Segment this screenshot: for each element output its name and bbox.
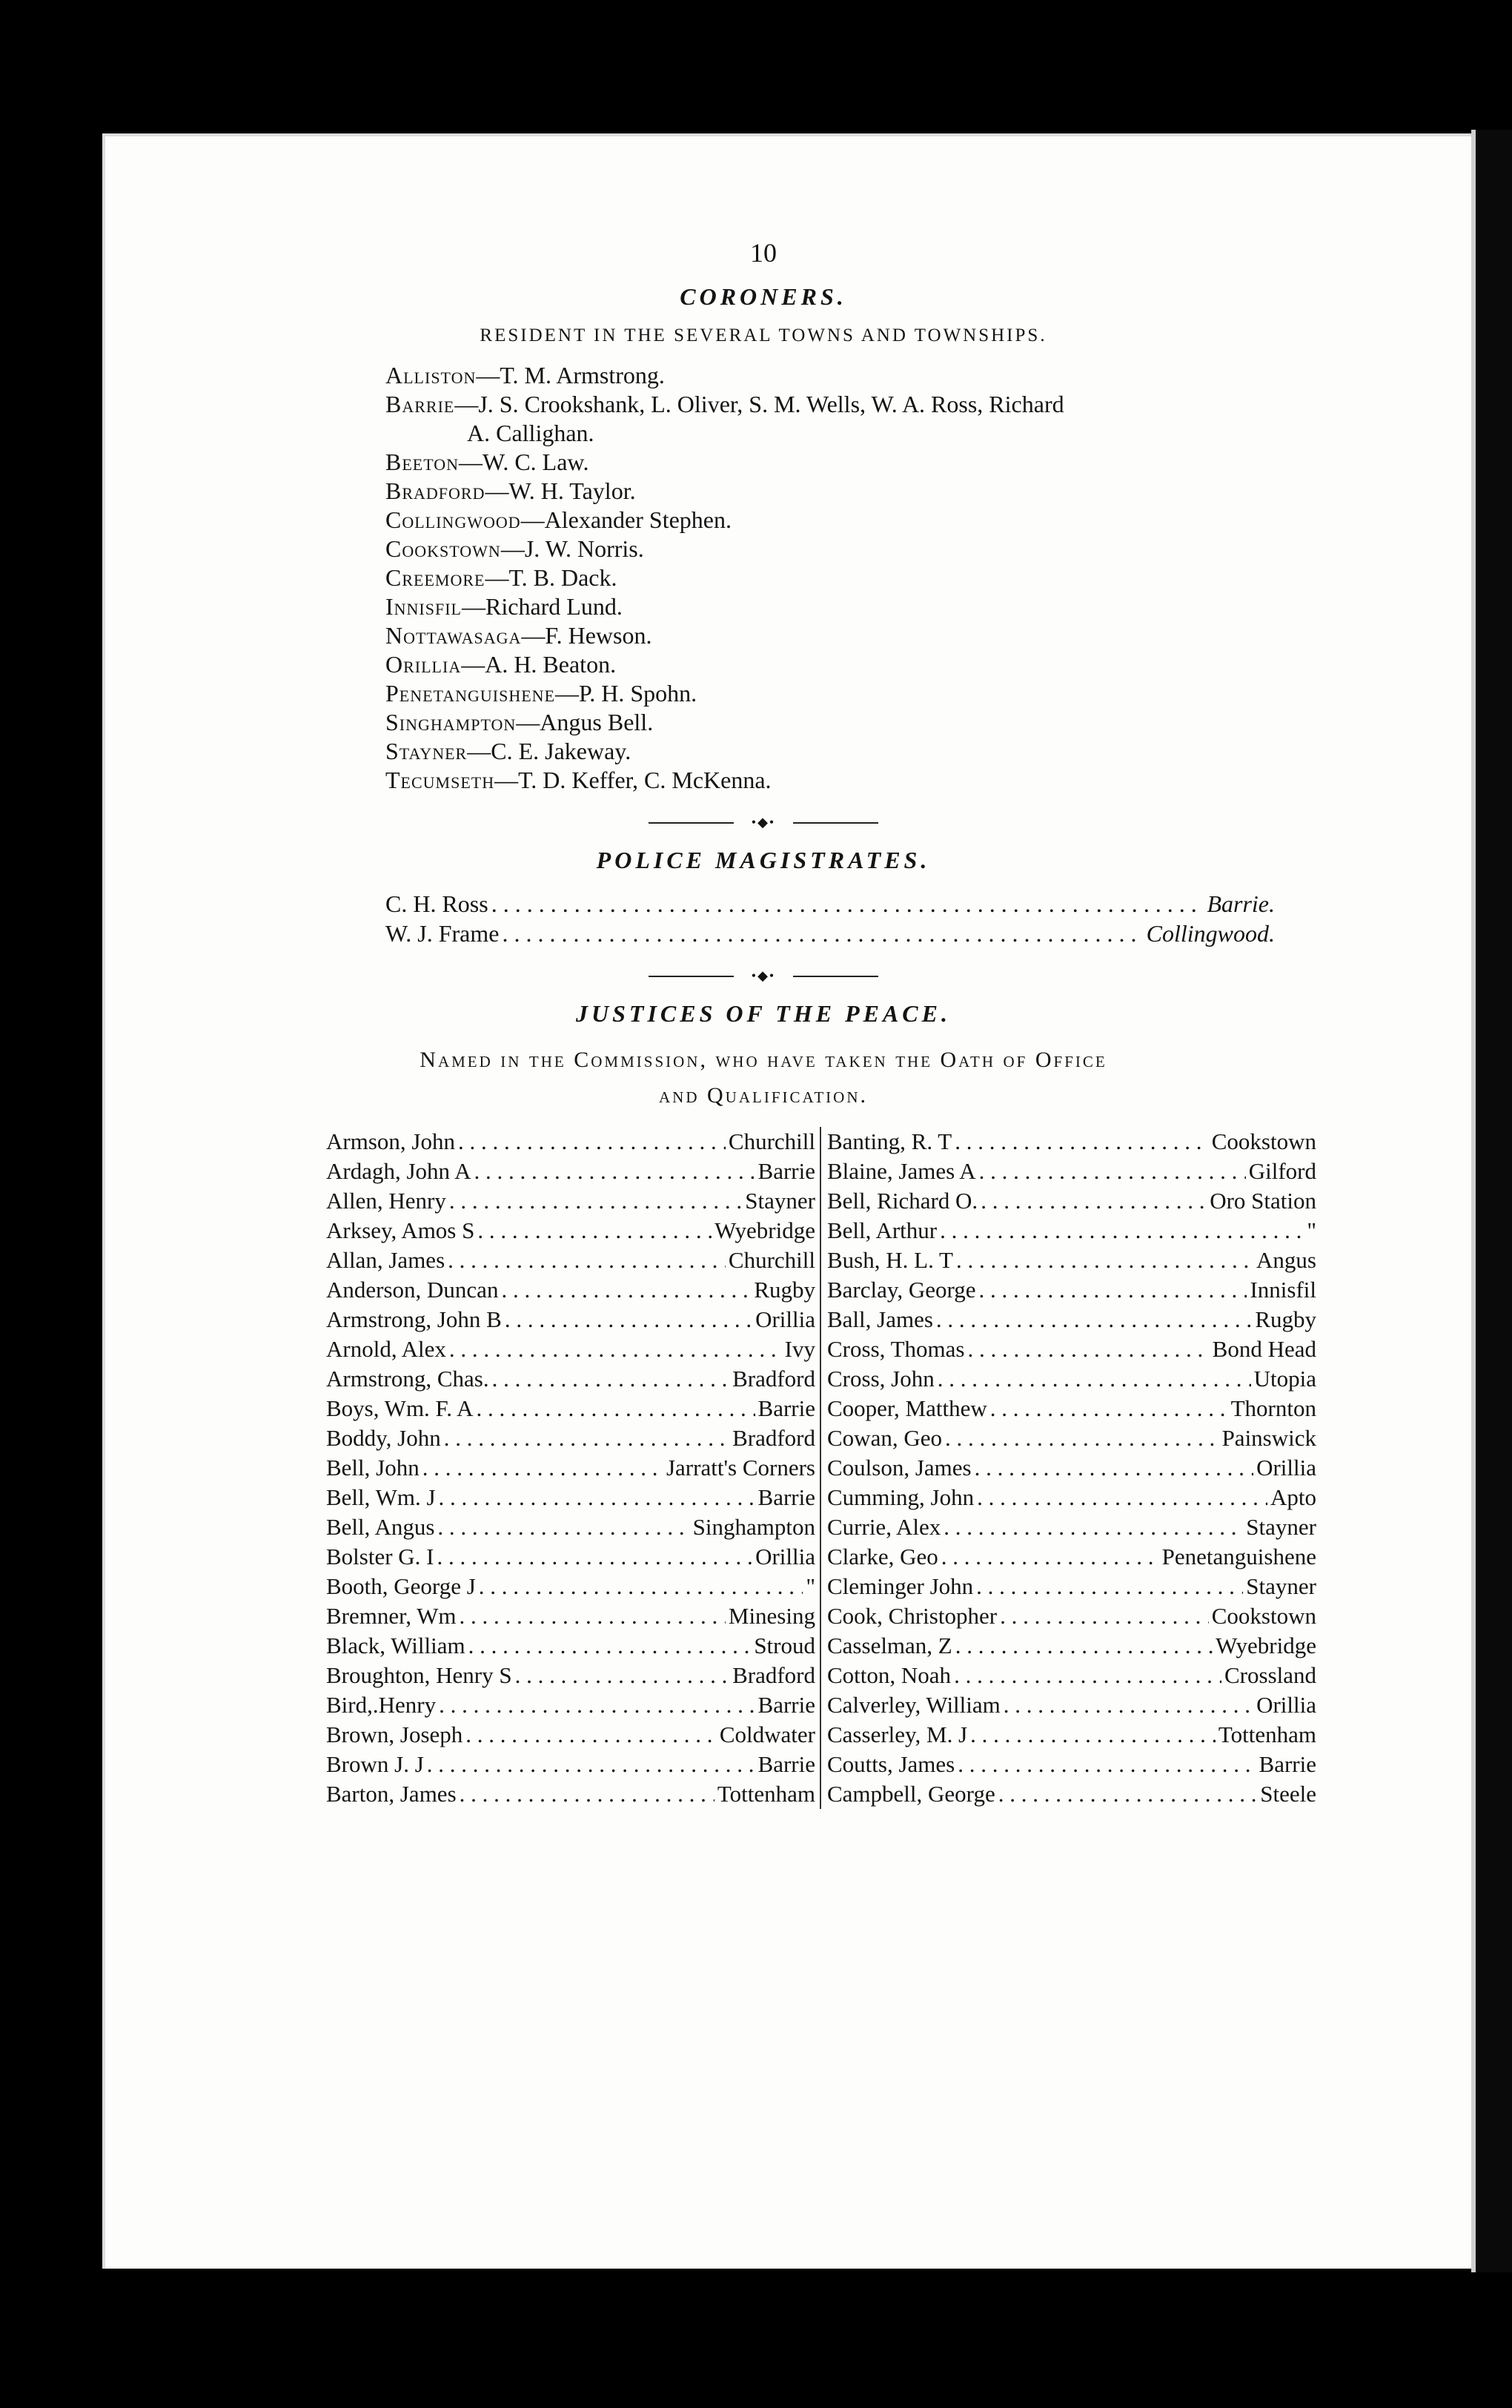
justice-place: Stayner — [1246, 1514, 1316, 1540]
justice-place: Orillia — [755, 1306, 815, 1332]
justice-name: Boddy, John — [326, 1425, 441, 1451]
justice-place: Orillia — [1256, 1692, 1316, 1718]
justice-place: Wyebridge — [714, 1217, 815, 1243]
dot-leader — [515, 1661, 730, 1690]
coroner-place: Beeton — [385, 449, 460, 475]
dot-leader — [944, 1512, 1243, 1542]
justice-name: Booth, George J — [326, 1573, 476, 1599]
justice-entry — [326, 1631, 815, 1661]
justice-name: Campbell, George — [827, 1781, 995, 1807]
justice-name: Arksey, Amos S — [326, 1217, 475, 1243]
justice-entry — [326, 1720, 815, 1750]
dot-leader — [945, 1423, 1219, 1453]
dot-leader — [427, 1750, 755, 1779]
magistrate-town: Barrie. — [1207, 890, 1275, 917]
dot-leader — [449, 1334, 782, 1364]
dot-leader — [474, 1157, 755, 1186]
justice-name: Brown J. J — [326, 1751, 424, 1777]
dot-leader — [975, 1453, 1253, 1483]
justice-entry — [326, 1127, 815, 1157]
coroner-names: —F. Hewson. — [521, 622, 652, 649]
justice-place: Penetanguishene — [1161, 1544, 1316, 1570]
justice-place: Utopia — [1253, 1366, 1316, 1392]
commission-line: Named in the Commission, who have taken the Oath of Office — [420, 1048, 1107, 1072]
coroner-place: Orillia — [385, 651, 462, 678]
justice-place: Innisfil — [1250, 1277, 1316, 1303]
justice-entry — [827, 1246, 1316, 1275]
justice-place: Orillia — [755, 1544, 815, 1570]
dot-leader — [936, 1305, 1252, 1334]
dot-leader — [979, 1275, 1247, 1305]
justice-entry — [827, 1305, 1316, 1334]
justice-name: Brown, Joseph — [326, 1721, 463, 1747]
coroner-names: —P. H. Spohn. — [555, 680, 697, 707]
dot-leader — [505, 1305, 752, 1334]
coroner-names: —Richard Lund. — [462, 593, 623, 620]
justice-entry — [326, 1186, 815, 1216]
justice-place: Rugby — [754, 1277, 815, 1303]
justice-entry — [326, 1305, 815, 1334]
justice-place: Minesing — [728, 1603, 815, 1629]
justice-name: Clarke, Geo — [827, 1544, 938, 1570]
justice-place: Rugby — [1255, 1306, 1316, 1332]
justice-entry — [326, 1690, 815, 1720]
coroners-heading: CORONERS. — [680, 283, 847, 310]
dot-leader — [468, 1631, 752, 1661]
magistrate-name: W. J. Frame — [385, 920, 500, 947]
justice-place: Jarratt's Corners — [666, 1455, 815, 1481]
justice-entry — [326, 1394, 815, 1423]
dot-leader — [439, 1483, 755, 1512]
dot-leader — [979, 1157, 1246, 1186]
coroner-names: —Angus Bell. — [516, 709, 654, 735]
justices-right-column — [821, 1127, 1316, 1809]
dot-leader — [954, 1661, 1221, 1690]
coroner-names-continued: A. Callighan. — [467, 420, 594, 446]
justice-place: Bradford — [732, 1425, 815, 1451]
divider-ornament: •◆• — [734, 811, 793, 833]
coroner-place: Alliston — [385, 362, 477, 388]
justice-entry — [326, 1750, 815, 1779]
justice-name: Bolster G. I — [326, 1544, 434, 1570]
coroners-subheading: RESIDENT IN THE SEVERAL TOWNS AND TOWNSHIPS. — [480, 325, 1047, 345]
justice-name: Casserley, M. J — [827, 1721, 968, 1747]
dot-leader — [940, 1216, 1304, 1246]
coroner-place: Tecumseth — [385, 767, 495, 793]
coroner-entry — [385, 621, 1304, 650]
justice-place: Bradford — [732, 1662, 815, 1688]
page-edge — [1471, 130, 1512, 2272]
dot-leader — [981, 1186, 1207, 1216]
dot-leader — [465, 1720, 717, 1750]
justice-name: Bell, Angus — [326, 1514, 435, 1540]
justice-name: Cumming, John — [827, 1484, 975, 1510]
justices-heading: JUSTICES OF THE PEACE. — [576, 1000, 951, 1027]
dot-leader — [491, 889, 1204, 919]
dot-leader — [492, 1364, 730, 1394]
justice-name: Ball, James — [827, 1306, 933, 1332]
justice-entry — [827, 1601, 1316, 1631]
justice-name: Bremner, Wm — [326, 1603, 457, 1629]
justice-place: Churchill — [728, 1247, 815, 1273]
dot-leader — [437, 1512, 689, 1542]
dot-leader — [437, 1542, 753, 1572]
magistrate-entry — [385, 919, 1275, 948]
justice-name: Currie, Alex — [827, 1514, 941, 1540]
coroner-place: Innisfil — [385, 593, 462, 620]
justice-entry — [827, 1157, 1316, 1186]
justice-entry — [827, 1423, 1316, 1453]
dot-leader — [502, 919, 1143, 948]
coroner-place: Barrie — [385, 391, 455, 417]
dot-leader — [977, 1483, 1267, 1512]
dot-leader — [990, 1394, 1228, 1423]
justice-entry — [827, 1750, 1316, 1779]
coroner-entry — [385, 708, 1304, 737]
justice-place: " — [1307, 1217, 1316, 1243]
justice-place: Oro Station — [1210, 1188, 1316, 1214]
dot-leader — [955, 1631, 1213, 1661]
coroner-entry — [385, 650, 1304, 679]
justice-name: Cowan, Geo — [827, 1425, 942, 1451]
justice-entry — [326, 1453, 815, 1483]
dot-leader — [956, 1246, 1253, 1275]
justice-name: Armstrong, Chas. — [326, 1366, 489, 1392]
justice-entry — [827, 1542, 1316, 1572]
coroner-entry — [385, 390, 1304, 419]
coroner-entry — [385, 535, 1304, 563]
justice-place: Angus — [1256, 1247, 1316, 1273]
coroner-names: —A. H. Beaton. — [461, 651, 617, 678]
section-divider — [649, 811, 878, 833]
dot-leader — [460, 1601, 726, 1631]
coroner-names: —W. C. Law. — [459, 449, 589, 475]
justice-place: Stayner — [745, 1188, 815, 1214]
magistrate-name: C. H. Ross — [385, 890, 488, 917]
justice-name: Boys, Wm. F. A — [326, 1395, 474, 1421]
dot-leader — [501, 1275, 751, 1305]
justice-entry — [326, 1334, 815, 1364]
justice-entry — [827, 1216, 1316, 1246]
justice-entry — [326, 1246, 815, 1275]
page-content — [222, 237, 1316, 1809]
justice-name: Blaine, James A — [827, 1158, 976, 1184]
justice-place: Orillia — [1256, 1455, 1316, 1481]
justice-place: Barrie — [757, 1395, 815, 1421]
justice-place: Cookstown — [1211, 1128, 1316, 1154]
justice-place: " — [806, 1573, 815, 1599]
coroner-place: Penetanguishene — [385, 680, 556, 707]
coroner-place: Singhampton — [385, 709, 517, 735]
coroner-place: Collingwood — [385, 506, 521, 533]
justice-place: Stayner — [1246, 1573, 1316, 1599]
dot-leader — [444, 1423, 729, 1453]
justice-place: Apto — [1270, 1484, 1316, 1510]
justice-name: Banting, R. T — [827, 1128, 952, 1154]
coroner-place: Creemore — [385, 564, 485, 591]
dot-leader — [460, 1779, 714, 1809]
justice-entry — [827, 1690, 1316, 1720]
coroner-names: —T. B. Dack. — [485, 564, 617, 591]
justice-entry — [827, 1512, 1316, 1542]
justice-name: Bell, John — [326, 1455, 420, 1481]
coroner-names: —J. S. Crookshank, L. Oliver, S. M. Wells, W. A. Ross, Richard — [454, 391, 1064, 417]
dot-leader — [941, 1542, 1159, 1572]
justice-entry — [326, 1216, 815, 1246]
coroner-entry — [385, 737, 1304, 766]
justice-place: Painswick — [1221, 1425, 1316, 1451]
justice-place: Singhampton — [692, 1514, 815, 1540]
justice-place: Crossland — [1224, 1662, 1316, 1688]
justice-entry — [326, 1601, 815, 1631]
coroner-place: Bradford — [385, 477, 485, 504]
justice-entry — [326, 1542, 815, 1572]
justice-name: Casselman, Z — [827, 1633, 952, 1658]
justice-place: Barrie — [757, 1484, 815, 1510]
coroner-names: —J. W. Norris. — [500, 535, 644, 562]
justice-name: Calverley, William — [827, 1692, 1001, 1718]
coroner-names: —Alexander Stephen. — [520, 506, 732, 533]
dot-leader — [967, 1334, 1209, 1364]
justices-left-column — [326, 1127, 821, 1809]
justice-name: Bush, H. L. T — [827, 1247, 953, 1273]
justice-entry — [827, 1572, 1316, 1601]
dot-leader — [458, 1127, 726, 1157]
coroner-place: Stayner — [385, 738, 468, 764]
justice-name: Bird,.Henry — [326, 1692, 437, 1718]
justice-entry — [827, 1661, 1316, 1690]
justice-place: Ivy — [784, 1336, 815, 1362]
coroner-entry — [385, 592, 1304, 621]
coroner-entry — [385, 448, 1304, 477]
coroner-place: Cookstown — [385, 535, 501, 562]
dot-leader — [955, 1127, 1209, 1157]
justice-entry — [326, 1572, 815, 1601]
justice-place: Stroud — [754, 1633, 815, 1658]
dot-leader — [477, 1394, 755, 1423]
coroner-names: —T. M. Armstrong. — [476, 362, 665, 388]
justice-name: Black, William — [326, 1633, 465, 1658]
coroner-names: —C. E. Jakeway. — [467, 738, 631, 764]
justice-entry — [326, 1512, 815, 1542]
justice-place: Bradford — [732, 1366, 815, 1392]
justice-place: Bond Head — [1212, 1336, 1316, 1362]
coroner-place: Nottawasaga — [385, 622, 522, 649]
justice-place: Tottenham — [1218, 1721, 1316, 1747]
dot-leader — [1004, 1690, 1253, 1720]
justice-name: Armson, John — [326, 1128, 455, 1154]
magistrate-list — [385, 889, 1275, 948]
justice-name: Ardagh, John A — [326, 1158, 471, 1184]
coroner-entry — [385, 563, 1304, 592]
justice-name: Allen, Henry — [326, 1188, 446, 1214]
magistrate-town: Collingwood. — [1146, 920, 1275, 947]
justice-entry — [326, 1157, 815, 1186]
justice-entry — [827, 1779, 1316, 1809]
magistrate-entry — [385, 889, 1275, 919]
dot-leader — [1000, 1601, 1209, 1631]
justice-entry — [827, 1631, 1316, 1661]
justice-place: Thornton — [1230, 1395, 1316, 1421]
justice-name: Cotton, Noah — [827, 1662, 952, 1688]
coroner-entry — [385, 477, 1304, 506]
justice-entry — [827, 1720, 1316, 1750]
coroner-entry — [385, 361, 1304, 390]
dot-leader — [477, 1216, 712, 1246]
justice-name: Bell, Wm. J — [326, 1484, 436, 1510]
justice-name: Allan, James — [326, 1247, 445, 1273]
justice-entry — [326, 1364, 815, 1394]
justice-name: Cooper, Matthew — [827, 1395, 987, 1421]
coroner-names: —W. H. Taylor. — [485, 477, 636, 504]
justice-name: Anderson, Duncan — [326, 1277, 499, 1303]
justice-entry — [326, 1779, 815, 1809]
justice-entry — [827, 1394, 1316, 1423]
justice-entry — [827, 1334, 1316, 1364]
justice-entry — [827, 1483, 1316, 1512]
dot-leader — [938, 1364, 1251, 1394]
justice-name: Coutts, James — [827, 1751, 955, 1777]
dot-leader — [958, 1750, 1256, 1779]
coroner-entry — [385, 679, 1304, 708]
justice-entry — [827, 1453, 1316, 1483]
justice-place: Wyebridge — [1216, 1633, 1316, 1658]
justice-name: Coulson, James — [827, 1455, 972, 1481]
justice-place: Cookstown — [1211, 1603, 1316, 1629]
dot-leader — [970, 1720, 1216, 1750]
dot-leader — [422, 1453, 663, 1483]
justice-name: Barton, James — [326, 1781, 457, 1807]
justice-name: Cross, Thomas — [827, 1336, 965, 1362]
justice-place: Barrie — [1259, 1751, 1316, 1777]
section-divider — [649, 965, 878, 987]
dot-leader — [479, 1572, 803, 1601]
justice-name: Arnold, Alex — [326, 1336, 446, 1362]
divider-ornament: •◆• — [734, 965, 793, 987]
coroner-names: —T. D. Keffer, C. McKenna. — [494, 767, 772, 793]
justice-entry — [326, 1661, 815, 1690]
justices-table — [326, 1127, 1316, 1809]
justice-name: Bell, Richard O. — [827, 1188, 978, 1214]
justice-place: Gilford — [1248, 1158, 1316, 1184]
dot-leader — [976, 1572, 1243, 1601]
page-number: 10 — [750, 238, 777, 268]
coroner-entry — [385, 506, 1304, 535]
coroner-entry — [385, 766, 1304, 795]
dot-leader — [439, 1690, 755, 1720]
justice-place: Churchill — [728, 1128, 815, 1154]
justice-name: Barclay, George — [827, 1277, 976, 1303]
justice-name: Cleminger John — [827, 1573, 974, 1599]
dot-leader — [998, 1779, 1258, 1809]
justice-place: Barrie — [757, 1158, 815, 1184]
justice-name: Cook, Christopher — [827, 1603, 998, 1629]
justice-name: Armstrong, John B — [326, 1306, 502, 1332]
justice-entry — [326, 1423, 815, 1453]
police-magistrates-heading: POLICE MAGISTRATES. — [596, 847, 931, 873]
justice-entry — [827, 1364, 1316, 1394]
justice-place: Barrie — [757, 1751, 815, 1777]
justice-entry — [827, 1127, 1316, 1157]
commission-line: and Qualification. — [659, 1083, 868, 1108]
justice-entry — [827, 1186, 1316, 1216]
dot-leader — [448, 1246, 726, 1275]
justice-entry — [326, 1275, 815, 1305]
coroner-list — [385, 361, 1304, 795]
justice-entry — [326, 1483, 815, 1512]
justice-place: Steele — [1260, 1781, 1316, 1807]
dot-leader — [449, 1186, 742, 1216]
justice-place: Coldwater — [719, 1721, 815, 1747]
justice-place: Tottenham — [717, 1781, 815, 1807]
justice-name: Broughton, Henry S — [326, 1662, 512, 1688]
justice-place: Barrie — [757, 1692, 815, 1718]
justice-name: Cross, John — [827, 1366, 935, 1392]
justice-entry — [827, 1275, 1316, 1305]
justice-name: Bell, Arthur — [827, 1217, 938, 1243]
commission-note — [252, 1042, 1275, 1114]
